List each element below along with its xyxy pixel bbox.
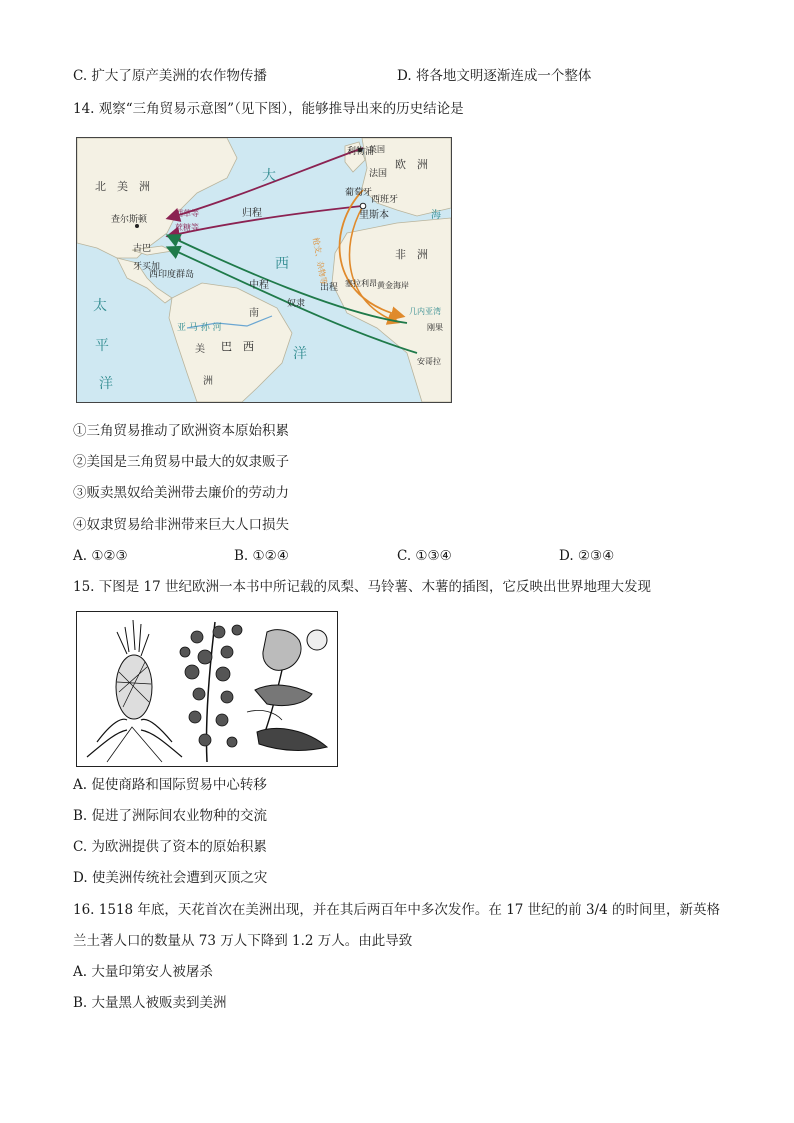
label-brazil: 巴 西 [221,340,254,353]
label-gold-coast: 黄金海岸 [377,281,409,290]
label-return-goods-1: 烟草等 [175,209,199,218]
q14-option-a: A. ①②③ [73,548,128,564]
q16-stem-line1: 16. 1518 年底，天花首次在美洲出现，并在其后两百年中多次发作。在 17 世纪的前 3/4 的时间里，新英格 [73,902,720,918]
q14-statement-2: ②美国是三角贸易中最大的奴隶贩子 [73,454,289,470]
label-senegal: 塞拉利昂 [345,279,377,288]
label-france: 法国 [369,169,388,179]
label-britain: 英国 [369,145,385,154]
lisbon-dot [360,203,366,209]
q14-statement-3: ③贩卖黑奴给美洲带去廉价的劳动力 [73,485,289,501]
q15-option-a: A. 促使商路和国际贸易中心转移 [73,777,267,793]
q16-stem-line2: 兰土著人口的数量从 73 万人下降到 1.2 万人。由此导致 [73,933,413,949]
q14-stem: 14. 观察“三角贸易示意图”（见下图），能够推导出来的历史结论是 [73,101,464,117]
label-spain: 西班牙 [371,195,399,205]
q14-option-b: B. ①②④ [234,548,289,564]
label-sa-mei: 美 [195,344,205,355]
label-pacific-tai: 太 [93,298,107,314]
label-north-america: 北 美 洲 [95,180,150,193]
q14-option-c: C. ①③④ [397,548,452,564]
label-guinea-gulf: 几内亚湾 [409,307,441,316]
triangle-trade-map [76,137,452,403]
label-outbound: 出程 [320,283,339,293]
label-hai: 海 [431,210,441,221]
label-return: 归程 [242,208,262,219]
label-portugal: 葡萄牙 [345,188,373,198]
label-atlantic-da: 大 [262,168,276,184]
plant-illustration [76,611,338,767]
q14-statement-4: ④奴隶贸易给非洲带来巨大人口损失 [73,517,289,533]
label-sa-south: 南 [249,308,259,319]
label-middle: 中程 [249,280,269,291]
label-west-indies: 西印度群岛 [149,270,195,280]
label-liverpool: 利物浦 [347,147,375,157]
label-jamaica: 牙买加 [133,262,161,272]
label-pacific-yang: 洋 [99,376,113,392]
q15-option-c: C. 为欧洲提供了资本的原始积累 [73,839,267,855]
label-return-goods-2: 蔗糖等 [175,223,199,232]
label-sa-zhou: 洲 [203,376,213,387]
q14-statement-1: ①三角贸易推动了欧洲资本原始积累 [73,423,289,439]
q15-option-d: D. 使美洲传统社会遭到灭顶之灾 [73,870,268,886]
label-congo: 刚果 [427,323,443,332]
label-pacific-ping: 平 [95,338,109,354]
label-amazon: 亚 马 孙 河 [177,323,222,333]
label-atlantic-yang: 洋 [293,346,307,362]
label-europe: 欧 洲 [395,158,428,171]
q16-option-a: A. 大量印第安人被屠杀 [73,964,213,980]
label-lisbon: 里斯本 [359,210,389,221]
label-charleston: 查尔斯顿 [111,215,148,225]
q16-option-b: B. 大量黑人被贩卖到美洲 [73,995,227,1011]
q14-option-d: D. ②③④ [559,548,615,564]
label-outbound-goods: 枪支、杂物等 [311,236,329,286]
q13-option-d: D. 将各地文明逐渐连成一个整体 [397,68,592,84]
label-angola: 安哥拉 [417,357,441,366]
label-cuba: 古巴 [133,244,152,254]
label-atlantic-xi: 西 [275,256,289,272]
q15-option-b: B. 促进了洲际间农业物种的交流 [73,808,268,824]
label-africa: 非 洲 [395,248,428,261]
q15-stem: 15. 下图是 17 世纪欧洲一本书中所记载的凤梨、马铃薯、木薯的插图，它反映出世界地理大发现 [73,579,652,595]
label-slaves: 奴隶 [287,299,306,309]
q13-option-c: C. 扩大了原产美洲的农作物传播 [73,68,267,84]
